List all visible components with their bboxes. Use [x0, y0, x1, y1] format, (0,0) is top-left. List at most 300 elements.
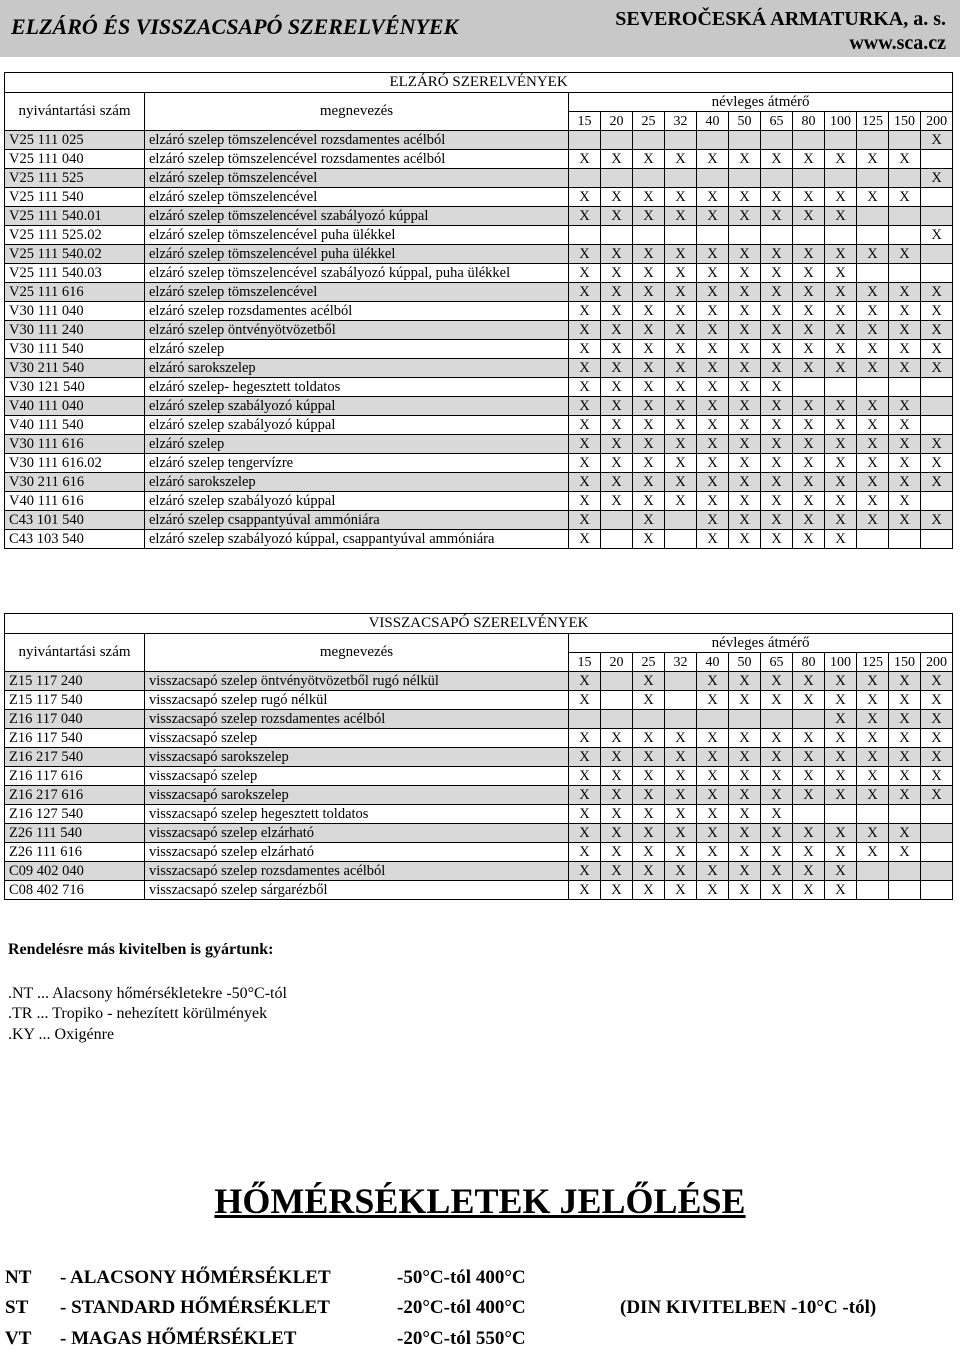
inventory-code-cell: Z16 217 616 — [5, 786, 145, 805]
table-row — [5, 767, 953, 786]
inventory-code-cell: Z26 111 540 — [5, 824, 145, 843]
availability-cell: X — [857, 824, 889, 843]
table-title: ELZÁRÓ SZERELVÉNYEK — [5, 73, 953, 93]
availability-cell: X — [601, 283, 633, 302]
availability-cell: X — [921, 710, 953, 729]
availability-cell: X — [601, 359, 633, 378]
table-row — [5, 881, 953, 900]
availability-cell: X — [761, 454, 793, 473]
availability-cell — [665, 226, 697, 245]
availability-cell — [921, 862, 953, 881]
availability-cell: X — [633, 511, 665, 530]
availability-cell: X — [793, 283, 825, 302]
description-cell: visszacsapó szelep elzárható — [145, 824, 569, 843]
availability-cell: X — [601, 862, 633, 881]
table-row — [5, 150, 953, 169]
availability-cell: X — [793, 767, 825, 786]
availability-cell: X — [633, 188, 665, 207]
availability-cell: X — [825, 245, 857, 264]
description-cell: elzáró szelep tömszelencével szabályozó kúppal, puha ülékkel — [145, 264, 569, 283]
availability-cell: X — [793, 824, 825, 843]
availability-cell: X — [665, 245, 697, 264]
availability-cell: X — [601, 492, 633, 511]
availability-cell: X — [857, 492, 889, 511]
availability-cell: X — [633, 321, 665, 340]
availability-cell: X — [889, 786, 921, 805]
company-url[interactable]: www.sca.cz — [849, 32, 946, 54]
availability-cell: X — [857, 748, 889, 767]
availability-cell: X — [921, 672, 953, 691]
availability-cell: X — [569, 862, 601, 881]
description-cell: elzáró szelep tömszelencével puha ülékkel — [145, 245, 569, 264]
availability-cell: X — [633, 245, 665, 264]
availability-cell: X — [729, 473, 761, 492]
availability-cell: X — [793, 672, 825, 691]
availability-cell: X — [601, 188, 633, 207]
availability-cell: X — [761, 748, 793, 767]
availability-cell: X — [825, 672, 857, 691]
availability-cell: X — [761, 435, 793, 454]
availability-cell: X — [793, 786, 825, 805]
availability-cell — [921, 805, 953, 824]
availability-cell — [793, 378, 825, 397]
availability-cell — [889, 862, 921, 881]
dn-header-cell: 100 — [825, 653, 857, 672]
table-row — [5, 691, 953, 710]
table-header-row — [5, 93, 953, 112]
availability-cell: X — [633, 824, 665, 843]
dn-header-cell: 25 — [633, 653, 665, 672]
availability-cell — [921, 416, 953, 435]
availability-cell: X — [665, 321, 697, 340]
availability-cell: X — [825, 511, 857, 530]
inventory-code-cell: V30 111 040 — [5, 302, 145, 321]
availability-cell: X — [761, 359, 793, 378]
availability-cell: X — [569, 188, 601, 207]
inventory-code-cell: V30 121 540 — [5, 378, 145, 397]
availability-cell: X — [793, 188, 825, 207]
availability-cell — [729, 169, 761, 188]
header-bar — [0, 0, 960, 57]
dn-header-cell: 25 — [633, 112, 665, 131]
availability-cell: X — [633, 340, 665, 359]
description-cell: elzáró szelep- hegesztett toldatos — [145, 378, 569, 397]
availability-cell: X — [889, 188, 921, 207]
availability-cell: X — [889, 397, 921, 416]
description-cell: elzáró szelep tömszelencével rozsdamentes acélból — [145, 150, 569, 169]
availability-cell: X — [569, 378, 601, 397]
inventory-code-cell: V25 111 540 — [5, 188, 145, 207]
description-cell: elzáró szelep — [145, 435, 569, 454]
availability-cell — [633, 710, 665, 729]
availability-cell: X — [569, 359, 601, 378]
availability-cell: X — [761, 473, 793, 492]
availability-cell: X — [761, 881, 793, 900]
availability-cell: X — [697, 416, 729, 435]
availability-cell: X — [633, 454, 665, 473]
dn-header-cell: 40 — [697, 653, 729, 672]
availability-cell: X — [665, 188, 697, 207]
availability-cell: X — [889, 416, 921, 435]
availability-cell — [889, 226, 921, 245]
inventory-code-cell: V25 111 540.01 — [5, 207, 145, 226]
availability-cell: X — [793, 359, 825, 378]
availability-cell: X — [889, 283, 921, 302]
availability-cell — [921, 530, 953, 549]
availability-cell: X — [921, 283, 953, 302]
availability-cell — [921, 881, 953, 900]
table-row — [5, 530, 953, 549]
description-cell: elzáró szelep szabályozó kúppal, csappantyúval ammóniára — [145, 530, 569, 549]
availability-cell: X — [793, 340, 825, 359]
availability-cell: X — [665, 881, 697, 900]
availability-cell — [665, 530, 697, 549]
availability-cell: X — [825, 454, 857, 473]
availability-cell: X — [729, 862, 761, 881]
availability-cell: X — [825, 786, 857, 805]
temp-code: VT — [5, 1328, 32, 1349]
availability-cell: X — [729, 672, 761, 691]
table-row — [5, 454, 953, 473]
availability-cell: X — [729, 340, 761, 359]
availability-cell: X — [761, 767, 793, 786]
availability-cell: X — [761, 378, 793, 397]
availability-cell — [697, 226, 729, 245]
availability-cell: X — [857, 511, 889, 530]
availability-cell: X — [857, 454, 889, 473]
availability-cell: X — [889, 691, 921, 710]
availability-cell: X — [697, 378, 729, 397]
availability-cell: X — [697, 530, 729, 549]
availability-cell: X — [857, 359, 889, 378]
dn-header-cell: 15 — [569, 653, 601, 672]
availability-cell: X — [857, 150, 889, 169]
table-row — [5, 302, 953, 321]
description-cell: elzáró szelep öntvényötvözetből — [145, 321, 569, 340]
availability-cell — [569, 226, 601, 245]
availability-cell: X — [569, 264, 601, 283]
availability-cell: X — [633, 473, 665, 492]
temp-range: -20°C-tól 400°C — [397, 1297, 526, 1318]
description-cell: visszacsapó sarokszelep — [145, 786, 569, 805]
inventory-code-cell: V25 111 616 — [5, 283, 145, 302]
availability-cell: X — [569, 843, 601, 862]
availability-cell: X — [793, 397, 825, 416]
availability-cell: X — [857, 302, 889, 321]
availability-cell: X — [697, 397, 729, 416]
availability-cell: X — [729, 435, 761, 454]
table-row — [5, 748, 953, 767]
dn-header-cell: 40 — [697, 112, 729, 131]
col-dn-header: névleges átmérő — [569, 634, 953, 653]
availability-cell: X — [825, 473, 857, 492]
availability-cell: X — [601, 843, 633, 862]
availability-cell: X — [793, 435, 825, 454]
availability-cell: X — [601, 245, 633, 264]
temp-range: -50°C-tól 400°C — [397, 1267, 526, 1288]
availability-cell: X — [921, 786, 953, 805]
availability-cell — [857, 131, 889, 150]
availability-cell: X — [761, 245, 793, 264]
availability-cell: X — [697, 691, 729, 710]
availability-cell — [633, 226, 665, 245]
availability-cell: X — [697, 748, 729, 767]
description-cell: visszacsapó szelep hegesztett toldatos — [145, 805, 569, 824]
temperatures-title: HŐMÉRSÉKLETEK JELŐLÉSE — [214, 1181, 746, 1221]
inventory-code-cell: C09 402 040 — [5, 862, 145, 881]
temp-range: -20°C-tól 550°C — [397, 1328, 526, 1349]
availability-cell: X — [889, 302, 921, 321]
availability-cell — [857, 881, 889, 900]
availability-cell: X — [761, 786, 793, 805]
table-row — [5, 843, 953, 862]
availability-cell: X — [569, 416, 601, 435]
availability-cell — [761, 131, 793, 150]
availability-cell — [665, 131, 697, 150]
availability-cell: X — [793, 321, 825, 340]
availability-cell: X — [569, 302, 601, 321]
inventory-code-cell: V25 111 025 — [5, 131, 145, 150]
inventory-code-cell: C43 103 540 — [5, 530, 145, 549]
availability-cell: X — [793, 245, 825, 264]
availability-cell: X — [729, 805, 761, 824]
availability-cell: X — [761, 691, 793, 710]
availability-cell: X — [665, 359, 697, 378]
dn-header-cell: 20 — [601, 112, 633, 131]
table-row — [5, 824, 953, 843]
availability-cell: X — [921, 435, 953, 454]
description-cell: visszacsapó szelep sárgarézből — [145, 881, 569, 900]
availability-cell: X — [665, 729, 697, 748]
availability-cell: X — [857, 786, 889, 805]
availability-cell: X — [601, 397, 633, 416]
availability-cell: X — [601, 824, 633, 843]
availability-cell: X — [569, 672, 601, 691]
inventory-code-cell: Z15 117 240 — [5, 672, 145, 691]
availability-cell: X — [665, 492, 697, 511]
availability-cell: X — [793, 492, 825, 511]
availability-cell: X — [729, 748, 761, 767]
availability-cell: X — [889, 321, 921, 340]
availability-cell: X — [793, 264, 825, 283]
col-name-header: megnevezés — [145, 93, 569, 131]
availability-cell — [889, 207, 921, 226]
availability-cell: X — [825, 435, 857, 454]
availability-cell: X — [569, 397, 601, 416]
availability-cell: X — [633, 378, 665, 397]
availability-cell: X — [729, 245, 761, 264]
availability-cell: X — [633, 748, 665, 767]
availability-cell — [633, 169, 665, 188]
availability-cell: X — [729, 881, 761, 900]
availability-cell: X — [857, 473, 889, 492]
inventory-code-cell: Z16 117 616 — [5, 767, 145, 786]
availability-cell: X — [601, 786, 633, 805]
availability-cell: X — [825, 321, 857, 340]
availability-cell: X — [921, 131, 953, 150]
table-row — [5, 378, 953, 397]
availability-cell — [889, 264, 921, 283]
description-cell: visszacsapó szelep rozsdamentes acélból — [145, 862, 569, 881]
dn-header-cell: 100 — [825, 112, 857, 131]
description-cell: visszacsapó szelep öntvényötvözetből rugó nélkül — [145, 672, 569, 691]
availability-cell: X — [569, 207, 601, 226]
table-row — [5, 786, 953, 805]
table-row — [5, 359, 953, 378]
availability-cell: X — [889, 824, 921, 843]
availability-cell: X — [697, 767, 729, 786]
availability-cell: X — [857, 767, 889, 786]
availability-cell — [601, 691, 633, 710]
availability-cell: X — [793, 843, 825, 862]
availability-cell: X — [601, 729, 633, 748]
inventory-code-cell: V25 111 040 — [5, 150, 145, 169]
availability-cell — [793, 169, 825, 188]
availability-cell: X — [729, 786, 761, 805]
availability-cell: X — [761, 862, 793, 881]
availability-cell: X — [729, 397, 761, 416]
table-row — [5, 805, 953, 824]
availability-cell: X — [761, 397, 793, 416]
availability-cell: X — [793, 881, 825, 900]
availability-cell: X — [761, 492, 793, 511]
availability-cell: X — [857, 245, 889, 264]
availability-cell: X — [761, 207, 793, 226]
availability-cell: X — [601, 435, 633, 454]
table-row — [5, 397, 953, 416]
temp-code: NT — [5, 1267, 32, 1288]
description-cell: elzáró sarokszelep — [145, 473, 569, 492]
availability-cell: X — [665, 843, 697, 862]
table-row — [5, 283, 953, 302]
availability-cell: X — [697, 511, 729, 530]
availability-cell — [697, 131, 729, 150]
table-title-row — [5, 73, 953, 93]
description-cell: visszacsapó szelep — [145, 767, 569, 786]
availability-cell — [665, 511, 697, 530]
availability-cell: X — [761, 264, 793, 283]
dn-header-cell: 80 — [793, 112, 825, 131]
availability-cell: X — [665, 748, 697, 767]
availability-cell: X — [825, 188, 857, 207]
availability-cell: X — [729, 511, 761, 530]
availability-cell: X — [633, 672, 665, 691]
inventory-code-cell: Z16 117 540 — [5, 729, 145, 748]
availability-cell — [601, 131, 633, 150]
availability-cell: X — [729, 454, 761, 473]
availability-cell: X — [825, 824, 857, 843]
availability-cell: X — [569, 473, 601, 492]
note-item: .KY ... Oxigénre — [8, 1026, 115, 1043]
availability-cell: X — [569, 748, 601, 767]
availability-cell: X — [761, 321, 793, 340]
description-cell: elzáró szelep csappantyúval ammóniára — [145, 511, 569, 530]
availability-cell: X — [569, 321, 601, 340]
description-cell: visszacsapó szelep rozsdamentes acélból — [145, 710, 569, 729]
availability-cell: X — [697, 150, 729, 169]
col-name-header: megnevezés — [145, 634, 569, 672]
availability-cell: X — [921, 454, 953, 473]
table-row — [5, 435, 953, 454]
dn-header-cell: 50 — [729, 112, 761, 131]
availability-cell: X — [697, 321, 729, 340]
availability-cell: X — [569, 729, 601, 748]
availability-cell: X — [761, 416, 793, 435]
availability-cell: X — [569, 530, 601, 549]
availability-cell: X — [857, 283, 889, 302]
availability-cell — [761, 226, 793, 245]
availability-cell: X — [601, 340, 633, 359]
availability-cell: X — [697, 359, 729, 378]
availability-cell: X — [633, 492, 665, 511]
availability-cell: X — [857, 321, 889, 340]
availability-cell — [889, 805, 921, 824]
availability-cell — [825, 131, 857, 150]
availability-cell: X — [601, 207, 633, 226]
col-dn-header: névleges átmérő — [569, 93, 953, 112]
availability-cell: X — [601, 150, 633, 169]
availability-cell: X — [729, 264, 761, 283]
availability-cell: X — [665, 397, 697, 416]
availability-cell: X — [825, 748, 857, 767]
inventory-code-cell: V25 111 525.02 — [5, 226, 145, 245]
availability-cell: X — [793, 511, 825, 530]
availability-cell: X — [569, 492, 601, 511]
availability-cell: X — [889, 473, 921, 492]
availability-cell: X — [697, 862, 729, 881]
availability-cell: X — [633, 435, 665, 454]
inventory-code-cell: V40 111 040 — [5, 397, 145, 416]
availability-cell — [857, 207, 889, 226]
inventory-code-cell: V25 111 540.03 — [5, 264, 145, 283]
availability-cell: X — [729, 824, 761, 843]
table-row — [5, 729, 953, 748]
description-cell: elzáró szelep tömszelencével — [145, 169, 569, 188]
availability-cell: X — [761, 302, 793, 321]
availability-cell: X — [825, 862, 857, 881]
availability-cell: X — [697, 473, 729, 492]
description-cell: elzáró szelep rozsdamentes acélból — [145, 302, 569, 321]
availability-cell — [825, 805, 857, 824]
availability-cell: X — [601, 302, 633, 321]
availability-cell: X — [665, 340, 697, 359]
availability-cell: X — [665, 473, 697, 492]
inventory-code-cell: V30 111 616.02 — [5, 454, 145, 473]
availability-cell: X — [633, 862, 665, 881]
note-item: .TR ... Tropiko - nehezített körülmények — [8, 1005, 268, 1022]
availability-cell — [601, 226, 633, 245]
availability-cell: X — [761, 340, 793, 359]
availability-cell: X — [921, 340, 953, 359]
availability-cell: X — [921, 226, 953, 245]
table-row — [5, 245, 953, 264]
availability-cell — [921, 843, 953, 862]
availability-cell: X — [793, 530, 825, 549]
availability-cell: X — [761, 843, 793, 862]
availability-cell: X — [761, 530, 793, 549]
availability-cell: X — [825, 729, 857, 748]
availability-cell: X — [601, 881, 633, 900]
availability-cell: X — [697, 245, 729, 264]
availability-cell: X — [889, 748, 921, 767]
availability-cell — [825, 226, 857, 245]
availability-cell — [601, 530, 633, 549]
inventory-code-cell: V40 111 540 — [5, 416, 145, 435]
availability-cell: X — [857, 435, 889, 454]
availability-cell: X — [857, 691, 889, 710]
availability-cell — [761, 169, 793, 188]
availability-cell: X — [633, 881, 665, 900]
